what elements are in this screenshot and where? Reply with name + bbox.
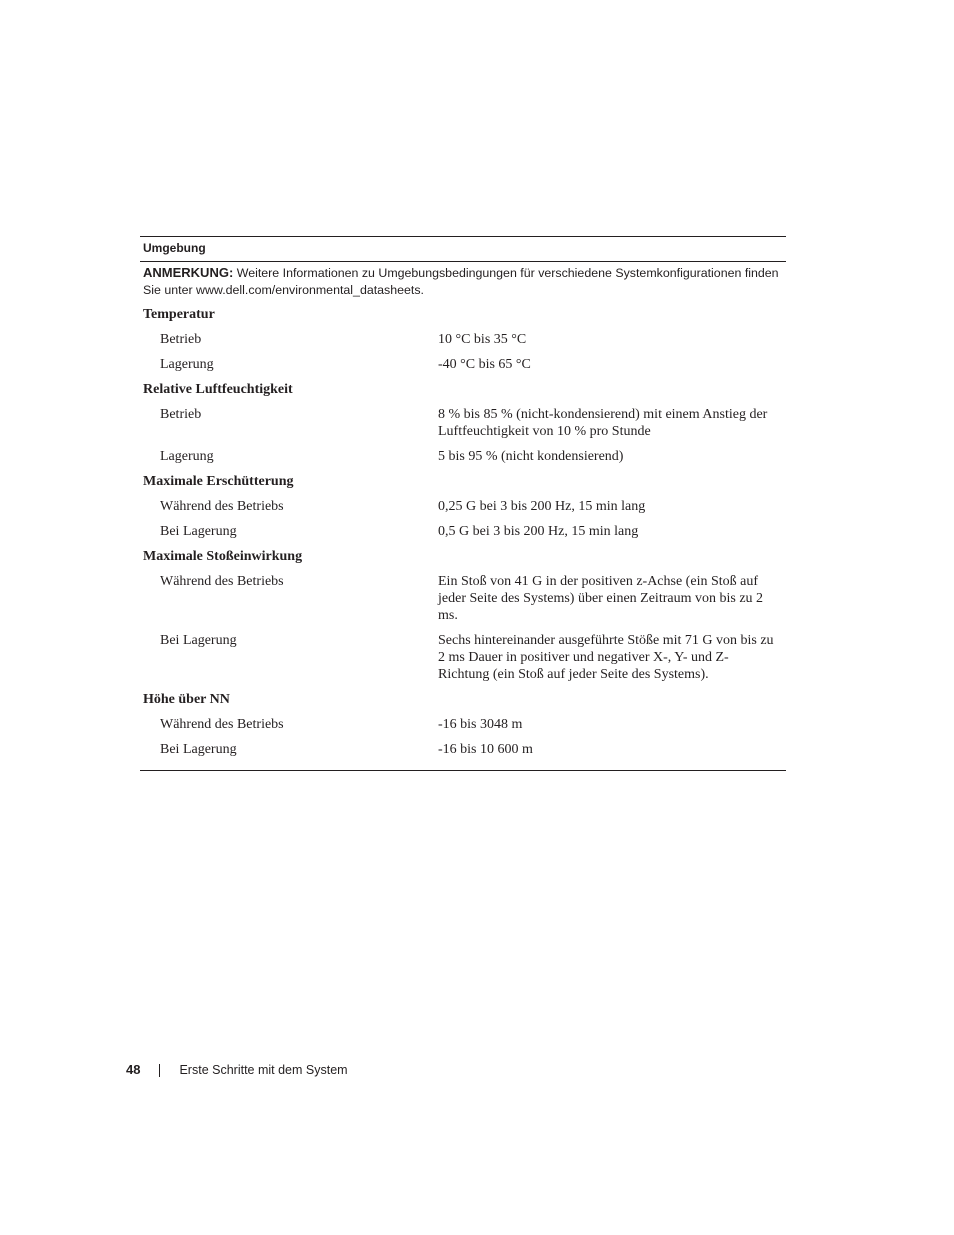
table-row bbox=[140, 406, 786, 440]
section-title-temperature: Temperatur bbox=[143, 307, 215, 322]
row-label: Lagerung bbox=[160, 449, 214, 464]
table-row bbox=[140, 356, 786, 373]
table-row bbox=[140, 523, 786, 540]
note-text: Weitere Informationen zu Umgebungsbedingungen für verschiedene Systemkonfigurationen finden Sie unter www.dell.com/environmental_datasheets. bbox=[143, 266, 779, 297]
row-value: 5 bis 95 % (nicht kondensierend) bbox=[438, 449, 624, 464]
section-title-shock: Maximale Stoßeinwirkung bbox=[143, 549, 303, 564]
row-label: Lagerung bbox=[160, 357, 214, 372]
row-label: Während des Betriebs bbox=[160, 499, 284, 514]
footer-separator bbox=[159, 1064, 160, 1077]
note-label: ANMERKUNG: bbox=[143, 265, 234, 280]
table-row bbox=[140, 716, 786, 733]
row-value: -16 bis 10 600 m bbox=[438, 742, 533, 757]
section-title-humidity: Relative Luftfeuchtigkeit bbox=[143, 382, 293, 397]
section-title-vibration: Maximale Erschütterung bbox=[143, 474, 294, 489]
table-row bbox=[140, 632, 786, 683]
table-row bbox=[140, 448, 786, 465]
table-row bbox=[140, 573, 786, 624]
row-value: 10 °C bis 35 °C bbox=[438, 332, 527, 347]
row-value: -16 bis 3048 m bbox=[438, 717, 523, 732]
row-value: 0,5 G bei 3 bis 200 Hz, 15 min lang bbox=[438, 524, 639, 539]
page-number: 48 bbox=[126, 1062, 141, 1077]
row-value: 0,25 G bei 3 bis 200 Hz, 15 min lang bbox=[438, 499, 646, 514]
row-value: 8 % bis 85 % (nicht-kondensierend) mit einem Anstieg der Luftfeuchtigkeit von 10 % pro Stunde bbox=[438, 407, 768, 439]
table-row bbox=[140, 741, 786, 758]
table-row bbox=[140, 331, 786, 348]
row-value: Ein Stoß von 41 G in der positiven z-Achse (ein Stoß auf jeder Seite des Systems) über einen Zeitraum von bis zu 2 ms. bbox=[438, 574, 764, 623]
page-footer bbox=[126, 1062, 348, 1078]
environment-spec-table bbox=[140, 236, 786, 771]
note bbox=[140, 262, 786, 299]
row-value: Sechs hintereinander ausgeführte Stöße mit 71 G von bis zu 2 ms Dauer in positiver und negativer X-, Y- und Z-Richtung (ein Stoß auf jeder Seite des Systems). bbox=[438, 633, 774, 682]
table-row bbox=[140, 498, 786, 515]
row-label: Betrieb bbox=[160, 407, 202, 422]
chapter-title: Erste Schritte mit dem System bbox=[179, 1063, 348, 1077]
row-label: Betrieb bbox=[160, 332, 202, 347]
row-label: Bei Lagerung bbox=[160, 633, 237, 648]
row-label: Bei Lagerung bbox=[160, 742, 237, 757]
section-title-altitude: Höhe über NN bbox=[143, 692, 230, 707]
row-label: Während des Betriebs bbox=[160, 717, 284, 732]
row-label: Bei Lagerung bbox=[160, 524, 237, 539]
row-label: Während des Betriebs bbox=[160, 574, 284, 589]
table-header: Umgebung bbox=[140, 237, 786, 262]
row-value: -40 °C bis 65 °C bbox=[438, 357, 531, 372]
